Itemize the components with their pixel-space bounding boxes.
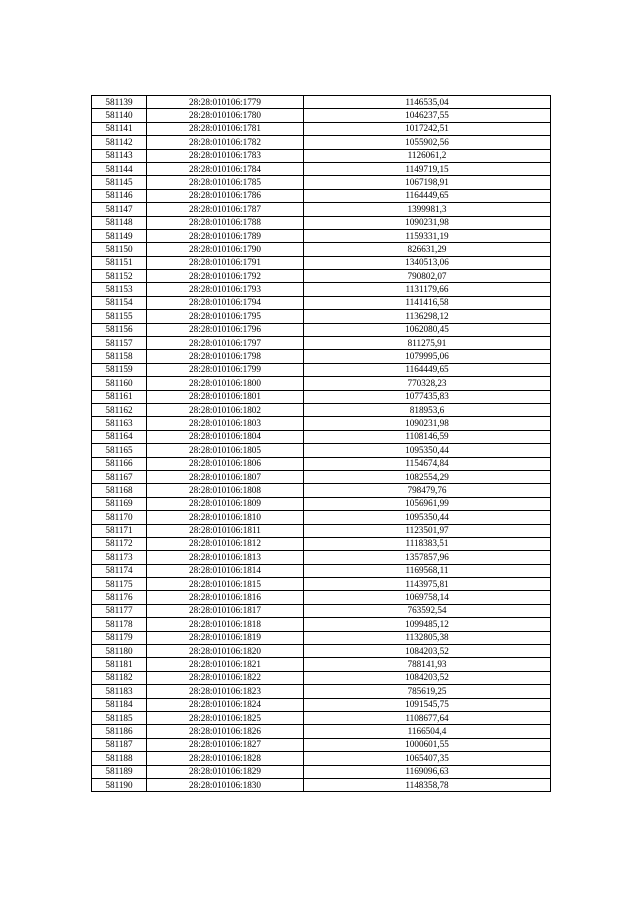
cadastral-value-cell: 798479,76 <box>304 484 551 497</box>
row-number-cell: 581160 <box>92 377 147 390</box>
cadastral-number-cell: 28:28:010106:1812 <box>147 537 304 550</box>
cadastral-number-cell: 28:28:010106:1811 <box>147 524 304 537</box>
cadastral-value-cell: 1149719,15 <box>304 162 551 175</box>
cadastral-number-cell: 28:28:010106:1815 <box>147 578 304 591</box>
row-number-cell: 581142 <box>92 136 147 149</box>
table-row <box>92 122 551 135</box>
cadastral-number-cell: 28:28:010106:1817 <box>147 604 304 617</box>
table-row <box>92 618 551 631</box>
table-row <box>92 725 551 738</box>
cadastral-value-cell: 1143975,81 <box>304 578 551 591</box>
cadastral-value-cell: 826631,29 <box>304 243 551 256</box>
table-row <box>92 470 551 483</box>
table-row <box>92 430 551 443</box>
cadastral-value-cell: 1136298,12 <box>304 310 551 323</box>
table-row <box>92 524 551 537</box>
cadastral-value-cell: 1046237,55 <box>304 109 551 122</box>
table-row <box>92 578 551 591</box>
cadastral-value-cell: 1090231,98 <box>304 216 551 229</box>
cadastral-number-cell: 28:28:010106:1798 <box>147 350 304 363</box>
cadastral-value-cell: 770328,23 <box>304 377 551 390</box>
cadastral-value-cell: 1099485,12 <box>304 618 551 631</box>
cadastral-value-cell: 1159331,19 <box>304 229 551 242</box>
table-row <box>92 631 551 644</box>
table-row <box>92 96 551 109</box>
cadastral-value-cell: 1146535,04 <box>304 96 551 109</box>
cadastral-number-cell: 28:28:010106:1814 <box>147 564 304 577</box>
table-row <box>92 256 551 269</box>
cadastral-number-cell: 28:28:010106:1780 <box>147 109 304 122</box>
cadastral-number-cell: 28:28:010106:1803 <box>147 417 304 430</box>
table-row <box>92 310 551 323</box>
table-body <box>92 96 551 792</box>
cadastral-value-cell: 1084203,52 <box>304 671 551 684</box>
cadastral-value-cell: 1069758,14 <box>304 591 551 604</box>
cadastral-number-cell: 28:28:010106:1804 <box>147 430 304 443</box>
cadastral-value-table <box>91 95 551 792</box>
cadastral-number-cell: 28:28:010106:1825 <box>147 711 304 724</box>
table-row <box>92 363 551 376</box>
table-row <box>92 551 551 564</box>
cadastral-value-cell: 1084203,52 <box>304 645 551 658</box>
table-row <box>92 417 551 430</box>
row-number-cell: 581182 <box>92 671 147 684</box>
row-number-cell: 581186 <box>92 725 147 738</box>
cadastral-number-cell: 28:28:010106:1801 <box>147 390 304 403</box>
row-number-cell: 581157 <box>92 337 147 350</box>
row-number-cell: 581164 <box>92 430 147 443</box>
row-number-cell: 581176 <box>92 591 147 604</box>
row-number-cell: 581188 <box>92 752 147 765</box>
cadastral-number-cell: 28:28:010106:1808 <box>147 484 304 497</box>
table-row <box>92 752 551 765</box>
table-row <box>92 203 551 216</box>
row-number-cell: 581181 <box>92 658 147 671</box>
cadastral-number-cell: 28:28:010106:1784 <box>147 162 304 175</box>
cadastral-number-cell: 28:28:010106:1782 <box>147 136 304 149</box>
cadastral-number-cell: 28:28:010106:1800 <box>147 377 304 390</box>
table-row <box>92 229 551 242</box>
cadastral-number-cell: 28:28:010106:1779 <box>147 96 304 109</box>
row-number-cell: 581162 <box>92 403 147 416</box>
cadastral-value-cell: 1062080,45 <box>304 323 551 336</box>
cadastral-number-cell: 28:28:010106:1805 <box>147 444 304 457</box>
row-number-cell: 581165 <box>92 444 147 457</box>
cadastral-number-cell: 28:28:010106:1819 <box>147 631 304 644</box>
cadastral-value-cell: 1118383,51 <box>304 537 551 550</box>
cadastral-number-cell: 28:28:010106:1830 <box>147 778 304 791</box>
row-number-cell: 581183 <box>92 685 147 698</box>
cadastral-number-cell: 28:28:010106:1807 <box>147 470 304 483</box>
table-row <box>92 270 551 283</box>
table-row <box>92 403 551 416</box>
cadastral-number-cell: 28:28:010106:1821 <box>147 658 304 671</box>
row-number-cell: 581189 <box>92 765 147 778</box>
cadastral-number-cell: 28:28:010106:1792 <box>147 270 304 283</box>
table-row <box>92 377 551 390</box>
row-number-cell: 581174 <box>92 564 147 577</box>
row-number-cell: 581171 <box>92 524 147 537</box>
cadastral-value-cell: 1095350,44 <box>304 511 551 524</box>
table-row <box>92 497 551 510</box>
table-row <box>92 176 551 189</box>
row-number-cell: 581190 <box>92 778 147 791</box>
cadastral-value-cell: 1123501,97 <box>304 524 551 537</box>
cadastral-value-cell: 788141,93 <box>304 658 551 671</box>
cadastral-value-cell: 1090231,98 <box>304 417 551 430</box>
cadastral-number-cell: 28:28:010106:1795 <box>147 310 304 323</box>
cadastral-value-cell: 1169096,63 <box>304 765 551 778</box>
row-number-cell: 581149 <box>92 229 147 242</box>
table-row <box>92 457 551 470</box>
table-row <box>92 738 551 751</box>
row-number-cell: 581167 <box>92 470 147 483</box>
table-row <box>92 711 551 724</box>
cadastral-value-cell: 1357857,96 <box>304 551 551 564</box>
row-number-cell: 581154 <box>92 296 147 309</box>
row-number-cell: 581150 <box>92 243 147 256</box>
table-row <box>92 162 551 175</box>
table-row <box>92 778 551 791</box>
table-row <box>92 685 551 698</box>
cadastral-number-cell: 28:28:010106:1791 <box>147 256 304 269</box>
cadastral-value-cell: 1148358,78 <box>304 778 551 791</box>
table-row <box>92 136 551 149</box>
cadastral-number-cell: 28:28:010106:1796 <box>147 323 304 336</box>
row-number-cell: 581185 <box>92 711 147 724</box>
row-number-cell: 581140 <box>92 109 147 122</box>
cadastral-number-cell: 28:28:010106:1799 <box>147 363 304 376</box>
table-row <box>92 296 551 309</box>
row-number-cell: 581173 <box>92 551 147 564</box>
cadastral-value-cell: 1079995,06 <box>304 350 551 363</box>
table-row <box>92 444 551 457</box>
row-number-cell: 581139 <box>92 96 147 109</box>
row-number-cell: 581143 <box>92 149 147 162</box>
cadastral-value-cell: 1000601,55 <box>304 738 551 751</box>
cadastral-value-cell: 1067198,91 <box>304 176 551 189</box>
row-number-cell: 581161 <box>92 390 147 403</box>
row-number-cell: 581179 <box>92 631 147 644</box>
cadastral-value-cell: 1132805,38 <box>304 631 551 644</box>
cadastral-number-cell: 28:28:010106:1809 <box>147 497 304 510</box>
cadastral-number-cell: 28:28:010106:1828 <box>147 752 304 765</box>
cadastral-number-cell: 28:28:010106:1806 <box>147 457 304 470</box>
table-row <box>92 698 551 711</box>
row-number-cell: 581148 <box>92 216 147 229</box>
cadastral-number-cell: 28:28:010106:1829 <box>147 765 304 778</box>
row-number-cell: 581145 <box>92 176 147 189</box>
cadastral-value-cell: 1126061,2 <box>304 149 551 162</box>
table-row <box>92 149 551 162</box>
cadastral-number-cell: 28:28:010106:1786 <box>147 189 304 202</box>
cadastral-number-cell: 28:28:010106:1826 <box>147 725 304 738</box>
cadastral-number-cell: 28:28:010106:1781 <box>147 122 304 135</box>
table-row <box>92 765 551 778</box>
cadastral-value-cell: 1082554,29 <box>304 470 551 483</box>
table-row <box>92 537 551 550</box>
cadastral-value-cell: 1164449,65 <box>304 189 551 202</box>
cadastral-value-cell: 1017242,51 <box>304 122 551 135</box>
cadastral-value-cell: 1340513,06 <box>304 256 551 269</box>
row-number-cell: 581170 <box>92 511 147 524</box>
table-row <box>92 189 551 202</box>
table-row <box>92 283 551 296</box>
table-row <box>92 484 551 497</box>
table-row <box>92 390 551 403</box>
cadastral-value-cell: 790802,07 <box>304 270 551 283</box>
table-row <box>92 350 551 363</box>
row-number-cell: 581147 <box>92 203 147 216</box>
cadastral-value-cell: 1399981,3 <box>304 203 551 216</box>
cadastral-number-cell: 28:28:010106:1787 <box>147 203 304 216</box>
row-number-cell: 581184 <box>92 698 147 711</box>
row-number-cell: 581168 <box>92 484 147 497</box>
cadastral-number-cell: 28:28:010106:1794 <box>147 296 304 309</box>
row-number-cell: 581156 <box>92 323 147 336</box>
row-number-cell: 581175 <box>92 578 147 591</box>
table-row <box>92 645 551 658</box>
row-number-cell: 581166 <box>92 457 147 470</box>
cadastral-value-cell: 1166504,4 <box>304 725 551 738</box>
row-number-cell: 581144 <box>92 162 147 175</box>
cadastral-number-cell: 28:28:010106:1822 <box>147 671 304 684</box>
cadastral-number-cell: 28:28:010106:1813 <box>147 551 304 564</box>
row-number-cell: 581177 <box>92 604 147 617</box>
cadastral-value-cell: 763592,54 <box>304 604 551 617</box>
cadastral-number-cell: 28:28:010106:1785 <box>147 176 304 189</box>
cadastral-value-cell: 1164449,65 <box>304 363 551 376</box>
cadastral-value-cell: 1108146,59 <box>304 430 551 443</box>
cadastral-value-cell: 1169568,11 <box>304 564 551 577</box>
cadastral-number-cell: 28:28:010106:1793 <box>147 283 304 296</box>
cadastral-number-cell: 28:28:010106:1802 <box>147 403 304 416</box>
cadastral-number-cell: 28:28:010106:1797 <box>147 337 304 350</box>
cadastral-number-cell: 28:28:010106:1818 <box>147 618 304 631</box>
cadastral-number-cell: 28:28:010106:1827 <box>147 738 304 751</box>
cadastral-value-cell: 1056961,99 <box>304 497 551 510</box>
row-number-cell: 581187 <box>92 738 147 751</box>
cadastral-number-cell: 28:28:010106:1820 <box>147 645 304 658</box>
cadastral-value-cell: 1141416,58 <box>304 296 551 309</box>
row-number-cell: 581146 <box>92 189 147 202</box>
cadastral-value-cell: 818953,6 <box>304 403 551 416</box>
row-number-cell: 581153 <box>92 283 147 296</box>
table-row <box>92 564 551 577</box>
cadastral-value-cell: 811275,91 <box>304 337 551 350</box>
row-number-cell: 581141 <box>92 122 147 135</box>
cadastral-value-cell: 1131179,66 <box>304 283 551 296</box>
cadastral-value-cell: 1108677,64 <box>304 711 551 724</box>
row-number-cell: 581151 <box>92 256 147 269</box>
cadastral-value-cell: 1077435,83 <box>304 390 551 403</box>
cadastral-number-cell: 28:28:010106:1824 <box>147 698 304 711</box>
cadastral-value-cell: 1065407,35 <box>304 752 551 765</box>
cadastral-number-cell: 28:28:010106:1823 <box>147 685 304 698</box>
cadastral-value-cell: 785619,25 <box>304 685 551 698</box>
cadastral-value-cell: 1154674,84 <box>304 457 551 470</box>
cadastral-number-cell: 28:28:010106:1810 <box>147 511 304 524</box>
table-row <box>92 337 551 350</box>
row-number-cell: 581159 <box>92 363 147 376</box>
table-row <box>92 604 551 617</box>
row-number-cell: 581178 <box>92 618 147 631</box>
table-row <box>92 511 551 524</box>
row-number-cell: 581163 <box>92 417 147 430</box>
cadastral-number-cell: 28:28:010106:1783 <box>147 149 304 162</box>
row-number-cell: 581158 <box>92 350 147 363</box>
table-row <box>92 658 551 671</box>
cadastral-number-cell: 28:28:010106:1788 <box>147 216 304 229</box>
row-number-cell: 581172 <box>92 537 147 550</box>
cadastral-number-cell: 28:28:010106:1816 <box>147 591 304 604</box>
row-number-cell: 581169 <box>92 497 147 510</box>
cadastral-value-cell: 1055902,56 <box>304 136 551 149</box>
table-row <box>92 671 551 684</box>
row-number-cell: 581180 <box>92 645 147 658</box>
table-row <box>92 591 551 604</box>
row-number-cell: 581155 <box>92 310 147 323</box>
cadastral-number-cell: 28:28:010106:1789 <box>147 229 304 242</box>
table-row <box>92 323 551 336</box>
cadastral-number-cell: 28:28:010106:1790 <box>147 243 304 256</box>
table-row <box>92 109 551 122</box>
table-row <box>92 216 551 229</box>
cadastral-value-cell: 1091545,75 <box>304 698 551 711</box>
cadastral-value-cell: 1095350,44 <box>304 444 551 457</box>
table-row <box>92 243 551 256</box>
row-number-cell: 581152 <box>92 270 147 283</box>
